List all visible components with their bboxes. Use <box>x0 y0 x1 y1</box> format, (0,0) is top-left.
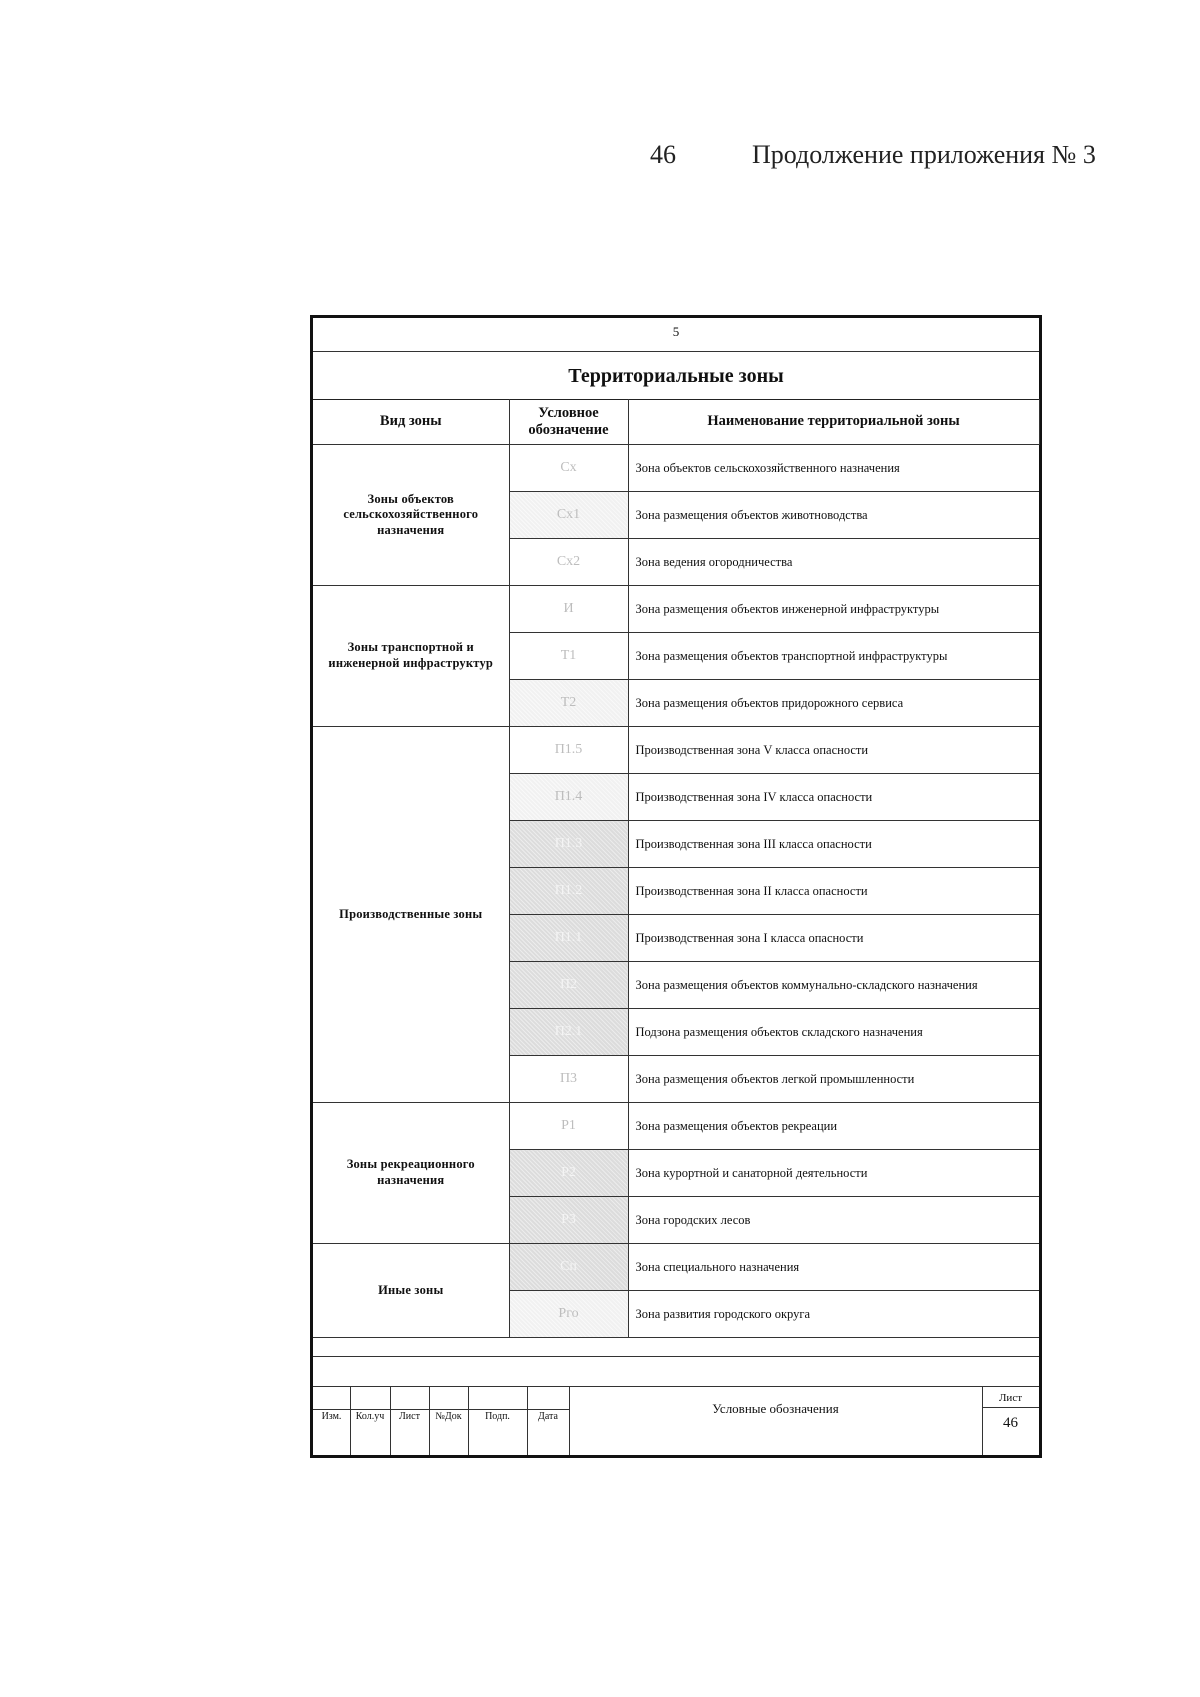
zone-code: Р2 <box>509 1150 628 1197</box>
table-row <box>313 586 1039 633</box>
zone-name: Зона размещения объектов транспортной инфраструктуры <box>628 633 1039 680</box>
zone-name: Зона ведения огородничества <box>628 539 1039 586</box>
zone-name: Производственная зона IV класса опасности <box>628 774 1039 821</box>
zone-name: Зона курортной и санаторной деятельности <box>628 1150 1039 1197</box>
zone-code: П1.2 <box>509 868 628 915</box>
table-row <box>313 1244 1039 1291</box>
zone-name: Зона объектов сельскохозяйственного назначения <box>628 445 1039 492</box>
zone-code: Т1 <box>509 633 628 680</box>
stamp-label-data: Дата <box>538 1411 558 1422</box>
table-row <box>313 1103 1039 1150</box>
stamp-sheet-value: 46 <box>1003 1415 1018 1431</box>
zone-code: П2 <box>509 962 628 1009</box>
table-row <box>313 727 1039 774</box>
zone-group-label: Иные зоны <box>313 1244 509 1338</box>
stamp-label-izm: Изм. <box>321 1411 342 1422</box>
table-title: Территориальные зоны <box>568 365 784 387</box>
zone-code: Сп <box>509 1244 628 1291</box>
zone-code: Р1 <box>509 1103 628 1150</box>
zone-group-label: Производственные зоны <box>313 727 509 1103</box>
stamp-sheet-label: Лист <box>998 1392 1023 1404</box>
zone-name: Зона размещения объектов рекреации <box>628 1103 1039 1150</box>
zone-name: Производственная зона II класса опасности <box>628 868 1039 915</box>
zone-name: Производственная зона III класса опасности <box>628 821 1039 868</box>
zone-code: И <box>509 586 628 633</box>
zone-name: Зона размещения объектов животноводства <box>628 492 1039 539</box>
table-row <box>313 445 1039 492</box>
zone-code: Сх <box>509 445 628 492</box>
zone-code: П1.3 <box>509 821 628 868</box>
zone-code: Р3 <box>509 1197 628 1244</box>
zone-group-label: Зоны объектов сельскохозяйственного назначения <box>313 445 509 586</box>
zone-code: П1.5 <box>509 727 628 774</box>
zone-name: Зона размещения объектов инженерной инфраструктуры <box>628 586 1039 633</box>
zone-code: Т2 <box>509 680 628 727</box>
zone-name: Производственная зона V класса опасности <box>628 727 1039 774</box>
stamp-border <box>313 1386 1039 1387</box>
zone-name: Зона размещения объектов легкой промышленности <box>628 1056 1039 1103</box>
zone-code: Сх2 <box>509 539 628 586</box>
zone-name: Зона специального назначения <box>628 1244 1039 1291</box>
sheet-number: 5 <box>672 324 680 339</box>
page-number: 46 <box>650 140 676 169</box>
page-heading: Продолжение приложения № 3 <box>752 140 1096 169</box>
stamp-row-line <box>313 1409 569 1410</box>
divider <box>313 351 1039 352</box>
zone-code: П3 <box>509 1056 628 1103</box>
column-header-kind: Вид зоны <box>313 400 509 445</box>
zone-name: Зона развития городского округа <box>628 1291 1039 1338</box>
stamp-document-title: Условные обозначения <box>712 1401 839 1416</box>
stamp-label-kol-uch: Кол.уч <box>355 1411 385 1422</box>
stamp-col-line <box>569 1386 570 1455</box>
zone-code: П1.1 <box>509 915 628 962</box>
stamp-sheet-line <box>982 1407 1039 1408</box>
zone-name: Подзона размещения объектов складского назначения <box>628 1009 1039 1056</box>
zone-code: П1.4 <box>509 774 628 821</box>
drawing-sheet <box>310 315 1042 1458</box>
stamp-label-podp: Подп. <box>485 1411 510 1422</box>
zone-code: Рго <box>509 1291 628 1338</box>
zone-code: Сх1 <box>509 492 628 539</box>
zones-table <box>313 399 1040 1338</box>
zones-table-body <box>313 445 1039 1338</box>
zone-group-label: Зоны рекреационного назначения <box>313 1103 509 1244</box>
column-header-name: Наименование территориальной зоны <box>628 400 1039 445</box>
zone-name: Зона размещения объектов коммунально-складского назначения <box>628 962 1039 1009</box>
zone-name: Зона размещения объектов придорожного сервиса <box>628 680 1039 727</box>
zone-name: Производственная зона I класса опасности <box>628 915 1039 962</box>
column-header-code: Условное обозначение <box>509 400 628 445</box>
stamp-label-list: Лист <box>399 1411 420 1422</box>
zone-group-label: Зоны транспортной и инженерной инфраструктур <box>313 586 509 727</box>
stamp-top-border <box>313 1356 1039 1357</box>
stamp-label-ndok: №Док <box>435 1411 462 1422</box>
zone-name: Зона городских лесов <box>628 1197 1039 1244</box>
zone-code: П2.1 <box>509 1009 628 1056</box>
table-header-row <box>313 400 1039 445</box>
